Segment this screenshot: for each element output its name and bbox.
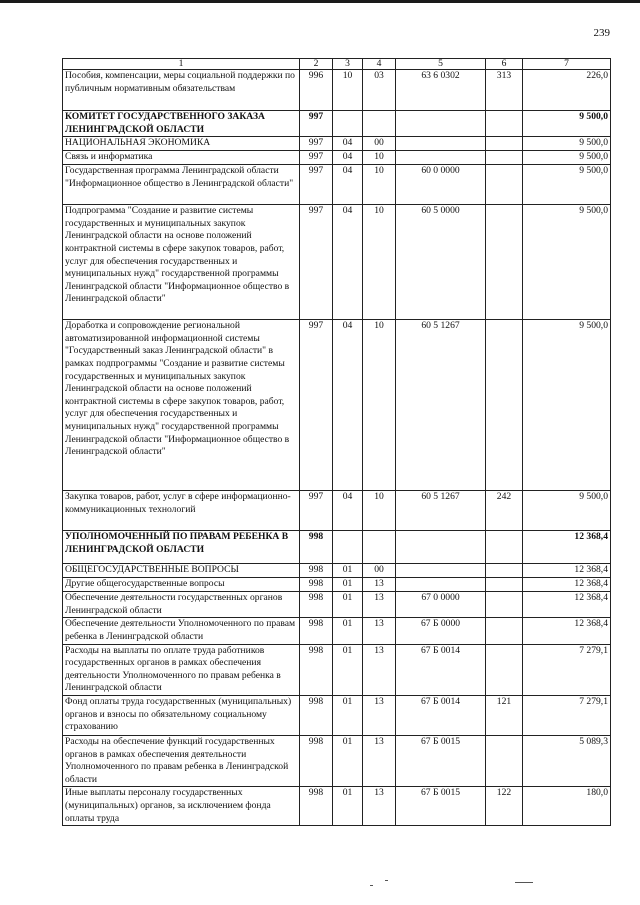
row-target-article-cell <box>396 137 486 151</box>
row-ved-cell: 998 <box>300 735 333 786</box>
row-section-cell: 04 <box>333 320 363 491</box>
row-subsection-cell: 13 <box>363 695 396 735</box>
row-ved-cell: 997 <box>300 165 333 205</box>
row-subsection-cell <box>363 111 396 137</box>
row-name-cell: Доработка и сопровождение региональной автоматизированной информационной системы "Государственный заказ Ленинградской области" в рамках подпрограммы "Создание и развитие системы государственных и муниципальных закупок Ленинградской области на основе положений контрактной системы в сфере закупок товаров, работ, услуг для обеспечения государственных и муниципальных нужд" государственной программы Ленинградской области "Информационное общество в Ленинградской области" <box>63 320 300 491</box>
row-section-cell: 01 <box>333 618 363 644</box>
row-section-cell <box>333 531 363 564</box>
row-subsection-cell: 13 <box>363 592 396 618</box>
row-expense-type-cell <box>486 578 523 592</box>
row-amount-cell: 12 368,4 <box>523 578 611 592</box>
row-amount-cell: 9 500,0 <box>523 320 611 491</box>
row-expense-type-cell <box>486 137 523 151</box>
row-subsection-cell: 10 <box>363 320 396 491</box>
table-row <box>63 165 611 205</box>
row-name-cell: Закупка товаров, работ, услуг в сфере информационно-коммуникационных технологий <box>63 491 300 531</box>
row-target-article-cell: 60 5 1267 <box>396 491 486 531</box>
row-expense-type-cell <box>486 531 523 564</box>
row-amount-cell: 226,0 <box>523 70 611 111</box>
header-cell: 1 <box>63 59 300 70</box>
row-target-article-cell: 67 Б 0000 <box>396 618 486 644</box>
table-row <box>63 491 611 531</box>
header-cell: 5 <box>396 59 486 70</box>
row-expense-type-cell: 122 <box>486 787 523 826</box>
row-name-cell: Пособия, компенсации, меры социальной поддержки по публичным нормативным обязательствам <box>63 70 300 111</box>
row-ved-cell: 998 <box>300 564 333 578</box>
row-ved-cell: 998 <box>300 695 333 735</box>
row-subsection-cell: 03 <box>363 70 396 111</box>
row-amount-cell: 12 368,4 <box>523 592 611 618</box>
row-subsection-cell: 10 <box>363 491 396 531</box>
row-expense-type-cell <box>486 735 523 786</box>
row-target-article-cell: 67 Б 0014 <box>396 644 486 695</box>
row-subsection-cell: 13 <box>363 578 396 592</box>
row-amount-cell: 9 500,0 <box>523 137 611 151</box>
budget-table <box>62 58 611 826</box>
row-expense-type-cell <box>486 618 523 644</box>
table-row <box>63 578 611 592</box>
row-target-article-cell: 67 Б 0014 <box>396 695 486 735</box>
row-name-cell: УПОЛНОМОЧЕННЫЙ ПО ПРАВАМ РЕБЕНКА В ЛЕНИНГРАДСКОЙ ОБЛАСТИ <box>63 531 300 564</box>
row-section-cell: 04 <box>333 165 363 205</box>
header-cell: 7 <box>523 59 611 70</box>
row-name-cell: НАЦИОНАЛЬНАЯ ЭКОНОМИКА <box>63 137 300 151</box>
row-subsection-cell: 10 <box>363 205 396 320</box>
row-ved-cell: 997 <box>300 205 333 320</box>
row-name-cell: ОБЩЕГОСУДАРСТВЕННЫЕ ВОПРОСЫ <box>63 564 300 578</box>
row-amount-cell: 12 368,4 <box>523 618 611 644</box>
row-section-cell: 01 <box>333 787 363 826</box>
row-target-article-cell: 67 Б 0015 <box>396 787 486 826</box>
row-target-article-cell <box>396 111 486 137</box>
row-name-cell: Обеспечение деятельности Уполномоченного по правам ребенка в Ленинградской области <box>63 618 300 644</box>
header-cell: 3 <box>333 59 363 70</box>
row-name-cell: Обеспечение деятельности государственных органов Ленинградской области <box>63 592 300 618</box>
header-cell: 6 <box>486 59 523 70</box>
table-row <box>63 151 611 165</box>
row-ved-cell: 997 <box>300 137 333 151</box>
table-row <box>63 70 611 111</box>
table-row <box>63 531 611 564</box>
row-ved-cell: 998 <box>300 618 333 644</box>
row-expense-type-cell <box>486 205 523 320</box>
row-amount-cell: 7 279,1 <box>523 644 611 695</box>
row-subsection-cell: 13 <box>363 735 396 786</box>
row-section-cell: 01 <box>333 644 363 695</box>
row-subsection-cell: 10 <box>363 151 396 165</box>
table-row <box>63 137 611 151</box>
scan-speck <box>370 885 373 886</box>
row-expense-type-cell: 121 <box>486 695 523 735</box>
row-section-cell: 04 <box>333 491 363 531</box>
top-border-rule <box>0 0 640 3</box>
row-amount-cell: 7 279,1 <box>523 695 611 735</box>
scan-speck <box>385 880 388 881</box>
row-ved-cell: 998 <box>300 578 333 592</box>
row-subsection-cell: 13 <box>363 618 396 644</box>
row-target-article-cell <box>396 578 486 592</box>
row-name-cell: КОМИТЕТ ГОСУДАРСТВЕННОГО ЗАКАЗА ЛЕНИНГРАДСКОЙ ОБЛАСТИ <box>63 111 300 137</box>
table-row <box>63 592 611 618</box>
row-ved-cell: 996 <box>300 70 333 111</box>
row-section-cell: 01 <box>333 564 363 578</box>
row-target-article-cell <box>396 531 486 564</box>
row-ved-cell: 997 <box>300 151 333 165</box>
row-amount-cell: 12 368,4 <box>523 564 611 578</box>
row-section-cell: 01 <box>333 695 363 735</box>
row-expense-type-cell <box>486 564 523 578</box>
row-amount-cell: 9 500,0 <box>523 151 611 165</box>
row-target-article-cell: 60 0 0000 <box>396 165 486 205</box>
table-row <box>63 787 611 826</box>
row-amount-cell: 180,0 <box>523 787 611 826</box>
scan-speck <box>515 882 533 883</box>
row-target-article-cell: 60 5 1267 <box>396 320 486 491</box>
row-expense-type-cell <box>486 592 523 618</box>
row-amount-cell: 9 500,0 <box>523 111 611 137</box>
row-amount-cell: 9 500,0 <box>523 165 611 205</box>
table-row <box>63 111 611 137</box>
row-target-article-cell: 67 Б 0015 <box>396 735 486 786</box>
row-expense-type-cell <box>486 165 523 205</box>
table-row <box>63 618 611 644</box>
row-name-cell: Фонд оплаты труда государственных (муниципальных) органов и взносы по обязательному социальному страхованию <box>63 695 300 735</box>
row-ved-cell: 998 <box>300 592 333 618</box>
row-section-cell: 04 <box>333 137 363 151</box>
row-amount-cell: 9 500,0 <box>523 491 611 531</box>
row-ved-cell: 998 <box>300 787 333 826</box>
row-name-cell: Подпрограмма "Создание и развитие системы государственных и муниципальных закупок Ленинградской области на основе положений контрактной системы в сфере закупок товаров, работ, услуг для обеспечения государственных и муниципальных нужд" государственной программы Ленинградской области "Информационное общество в Ленинградской области" <box>63 205 300 320</box>
row-ved-cell: 998 <box>300 531 333 564</box>
table-row <box>63 735 611 786</box>
row-section-cell: 04 <box>333 151 363 165</box>
row-section-cell: 01 <box>333 578 363 592</box>
row-name-cell: Расходы на обеспечение функций государственных органов в рамках обеспечения деятельности Уполномоченного по правам ребенка в Ленинградской области <box>63 735 300 786</box>
row-expense-type-cell <box>486 111 523 137</box>
row-amount-cell: 5 089,3 <box>523 735 611 786</box>
row-subsection-cell: 13 <box>363 644 396 695</box>
row-section-cell: 01 <box>333 592 363 618</box>
row-subsection-cell: 13 <box>363 787 396 826</box>
row-target-article-cell <box>396 151 486 165</box>
row-name-cell: Иные выплаты персоналу государственных (муниципальных) органов, за исключением фонда оплаты труда <box>63 787 300 826</box>
row-target-article-cell <box>396 564 486 578</box>
row-section-cell <box>333 111 363 137</box>
table-row <box>63 205 611 320</box>
row-name-cell: Другие общегосударственные вопросы <box>63 578 300 592</box>
row-ved-cell: 997 <box>300 491 333 531</box>
row-target-article-cell: 67 0 0000 <box>396 592 486 618</box>
row-subsection-cell <box>363 531 396 564</box>
row-name-cell: Расходы на выплаты по оплате труда работников государственных органов в рамках обеспечения деятельности Уполномоченного по правам ребенка в Ленинградской области <box>63 644 300 695</box>
header-cell: 2 <box>300 59 333 70</box>
row-ved-cell: 997 <box>300 320 333 491</box>
row-subsection-cell: 00 <box>363 137 396 151</box>
table-row <box>63 644 611 695</box>
row-subsection-cell: 00 <box>363 564 396 578</box>
row-name-cell: Государственная программа Ленинградской области "Информационное общество в Ленинградской области" <box>63 165 300 205</box>
table-row <box>63 695 611 735</box>
row-expense-type-cell: 242 <box>486 491 523 531</box>
table-row <box>63 564 611 578</box>
row-section-cell: 10 <box>333 70 363 111</box>
row-expense-type-cell <box>486 151 523 165</box>
header-row <box>63 59 611 70</box>
row-amount-cell: 9 500,0 <box>523 205 611 320</box>
row-ved-cell: 997 <box>300 111 333 137</box>
row-name-cell: Связь и информатика <box>63 151 300 165</box>
row-ved-cell: 998 <box>300 644 333 695</box>
page-number: 239 <box>593 27 610 39</box>
row-expense-type-cell <box>486 644 523 695</box>
table-row <box>63 320 611 491</box>
header-cell: 4 <box>363 59 396 70</box>
row-expense-type-cell <box>486 320 523 491</box>
row-subsection-cell: 10 <box>363 165 396 205</box>
row-amount-cell: 12 368,4 <box>523 531 611 564</box>
row-target-article-cell: 60 5 0000 <box>396 205 486 320</box>
row-expense-type-cell: 313 <box>486 70 523 111</box>
row-section-cell: 01 <box>333 735 363 786</box>
row-section-cell: 04 <box>333 205 363 320</box>
row-target-article-cell: 63 6 0302 <box>396 70 486 111</box>
